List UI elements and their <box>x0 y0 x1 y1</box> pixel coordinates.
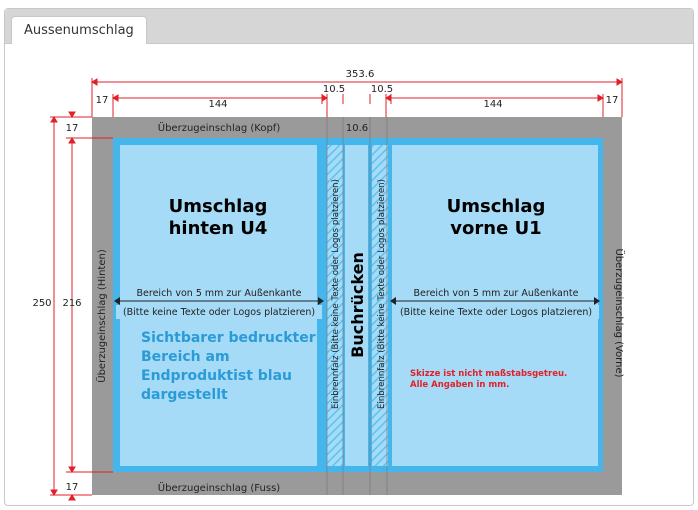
dim-total-height: 250 <box>32 298 52 309</box>
groove-right-label: Einbrennfalz (Bitte keine Texte oder Logos platzieren) <box>377 179 387 409</box>
spine-label: Buchrücken <box>348 252 367 358</box>
label-foot: Überzugeinschlag (Fuss) <box>157 483 281 494</box>
u1-title-line2: vorne U1 <box>450 218 542 239</box>
visible-line3: Endproduktist blau <box>141 368 293 384</box>
dim-inner-height: 216 <box>62 298 82 309</box>
label-front: Überzugeinschlag (Vorne) <box>613 248 624 378</box>
dim-flap-top: 17 <box>65 123 79 134</box>
visible-line2: Bereich am <box>141 349 230 365</box>
label-head: Überzugeinschlag (Kopf) <box>157 123 281 134</box>
visible-line1: Sichtbarer bedruckter <box>141 330 316 346</box>
label-rear: Überzugeinschlag (Hinten) <box>97 249 108 383</box>
margin-front-line1: Bereich von 5 mm zur Außenkante <box>413 288 579 299</box>
groove-left-label: Einbrennfalz (Bitte keine Texte oder Logos platzieren) <box>331 179 341 409</box>
dim-panel-front: 144 <box>483 99 503 110</box>
margin-front-line2: (Bitte keine Texte oder Logos platzieren) <box>399 307 593 318</box>
margin-back-line2: (Bitte keine Texte oder Logos platzieren) <box>122 307 316 318</box>
tab-aussenumschlag[interactable]: Aussenumschlag <box>11 16 147 44</box>
dim-total-width: 353.6 <box>345 69 375 80</box>
dim-flap-right: 17 <box>605 95 619 106</box>
note-line2: Alle Angaben in mm. <box>410 380 510 390</box>
note-line1: Skizze ist nicht maßstabsgetreu. <box>410 369 568 379</box>
dim-panel-back: 144 <box>208 99 228 110</box>
u4-title-line1: Umschlag <box>168 196 268 217</box>
margin-back-line1: Bereich von 5 mm zur Außenkante <box>136 288 302 299</box>
dim-groove-right: 10.5 <box>370 84 394 95</box>
u4-title-line2: hinten U4 <box>168 218 268 239</box>
u1-title-line1: Umschlag <box>446 196 546 217</box>
dim-spine: 10.6 <box>345 123 369 134</box>
dim-flap-left: 17 <box>95 95 109 106</box>
dim-groove-left: 10.5 <box>322 84 346 95</box>
visible-line4: dargestellt <box>141 387 228 403</box>
dim-flap-bottom: 17 <box>65 482 79 493</box>
